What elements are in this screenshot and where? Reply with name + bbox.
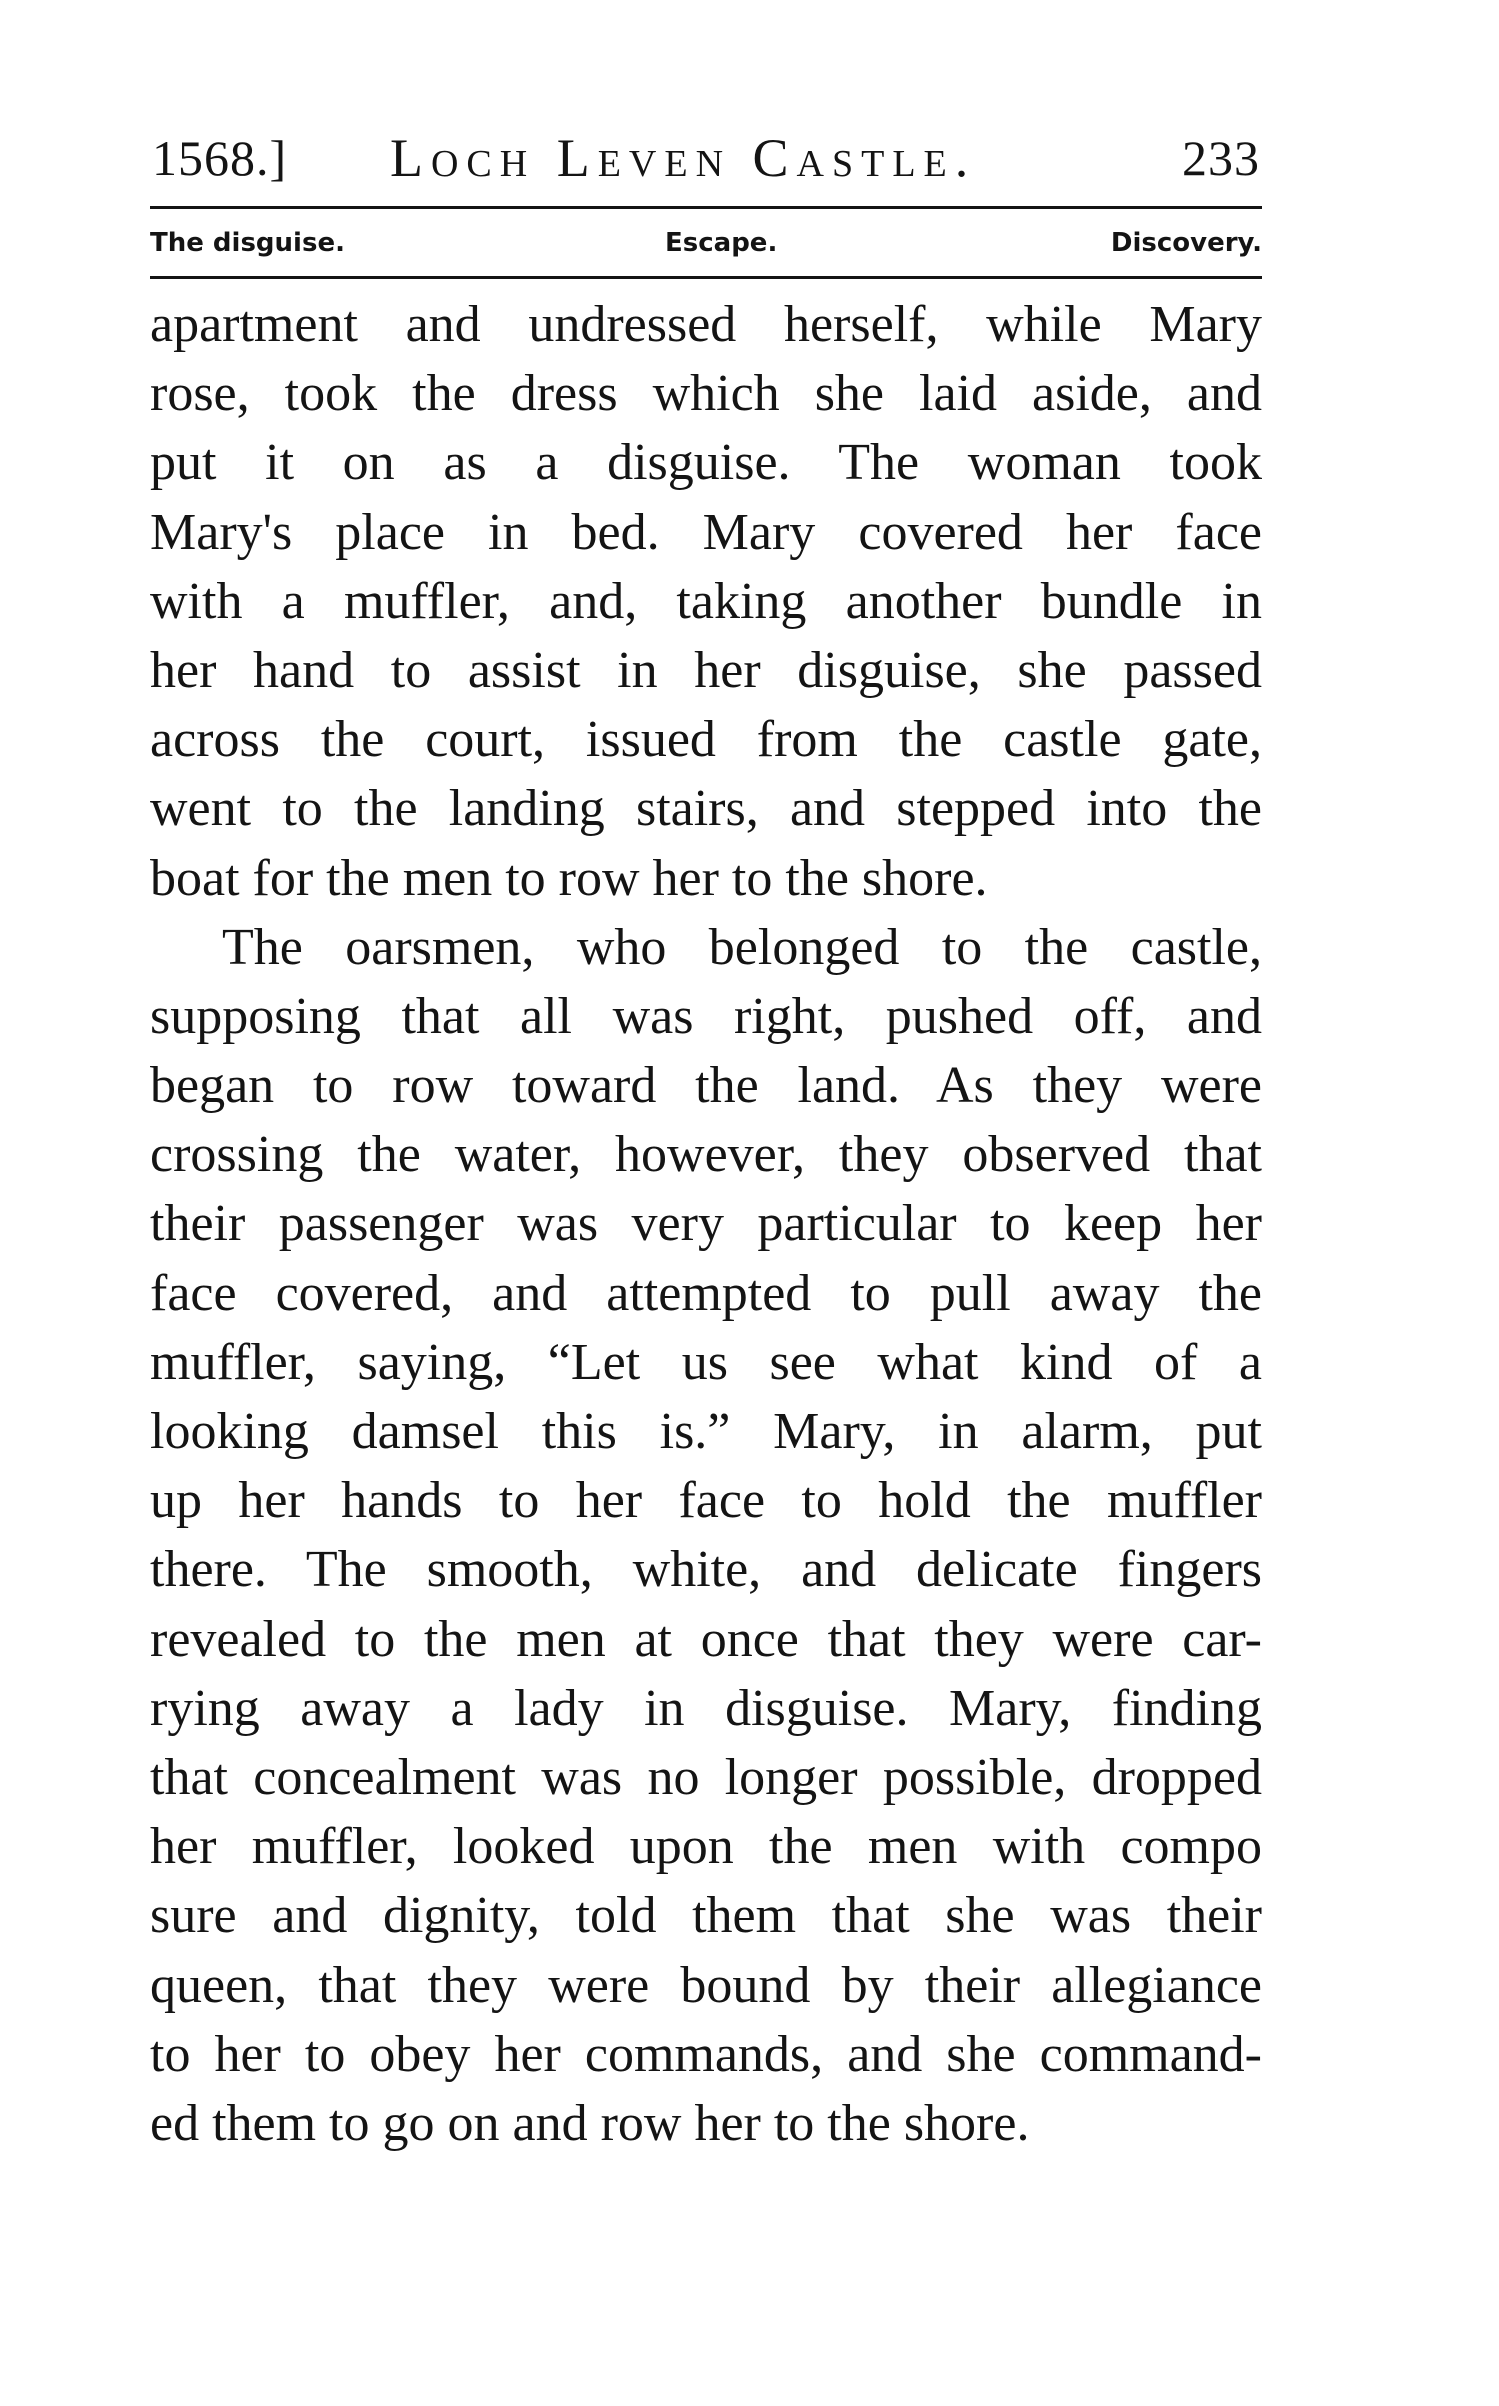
- text-line: looking damsel this is.” Mary, in alarm, put: [150, 1403, 1262, 1460]
- text-line: that concealment was no longer possible, dropped: [150, 1748, 1262, 1806]
- text-line: up her hands to her face to hold the muffler: [150, 1472, 1262, 1530]
- text-line: sure and dignity, told them that she was their: [150, 1887, 1262, 1945]
- header-rule-top: [150, 206, 1262, 209]
- running-head: [150, 118, 1262, 198]
- text-line: put it on as a disguise. The woman took: [150, 434, 1262, 492]
- subheading-center: Escape.: [665, 228, 778, 258]
- text-line: face covered, and attempted to pull away the: [150, 1264, 1262, 1322]
- text-line: there. The smooth, white, and delicate fingers: [150, 1541, 1262, 1599]
- text-line: rying away a lady in disguise. Mary, finding: [150, 1679, 1262, 1737]
- text-line: to her to obey her commands, and she command-: [150, 2025, 1262, 2083]
- header-year: 1568.]: [152, 130, 288, 186]
- text-line: ed them to go on and row her to the shore.: [150, 2094, 1030, 2152]
- body-text: [150, 290, 1262, 2158]
- text-line: rose, took the dress which she laid aside, and: [150, 365, 1262, 423]
- paragraph-2: [150, 913, 1262, 2158]
- text-line: queen, that they were bound by their allegiance: [150, 1956, 1262, 2014]
- text-line: her muffler, looked upon the men with compo: [150, 1818, 1262, 1876]
- page-number: 233: [1182, 130, 1260, 186]
- header-title: Loch Leven Castle.: [390, 128, 977, 188]
- text-line: Mary's place in bed. Mary covered her face: [150, 503, 1262, 561]
- subheading-right: Discovery.: [1110, 228, 1262, 258]
- text-line: muffler, saying, “Let us see what kind of a: [150, 1333, 1262, 1391]
- text-line: boat for the men to row her to the shore.: [150, 849, 988, 907]
- book-page: [150, 0, 1262, 2406]
- text-line: with a muffler, and, taking another bundle in: [150, 572, 1262, 630]
- header-rule-bottom: [150, 276, 1262, 279]
- text-line: apartment and undressed herself, while Mary: [150, 296, 1262, 353]
- text-line: went to the landing stairs, and stepped into the: [150, 780, 1262, 838]
- text-line: crossing the water, however, they observed that: [150, 1126, 1262, 1184]
- marginal-subheadings: [150, 213, 1262, 273]
- text-line: supposing that all was right, pushed off, and: [150, 987, 1262, 1045]
- text-line: revealed to the men at once that they were car-: [150, 1610, 1262, 1668]
- text-line: across the court, issued from the castle gate,: [150, 711, 1262, 769]
- paragraph-1: [150, 290, 1262, 913]
- text-line: their passenger was very particular to keep her: [150, 1195, 1262, 1253]
- text-line: The oarsmen, who belonged to the castle,: [222, 918, 1262, 976]
- subheading-left: The disguise.: [150, 228, 345, 258]
- text-line: her hand to assist in her disguise, she passed: [150, 641, 1262, 699]
- text-line: began to row toward the land. As they were: [150, 1057, 1262, 1115]
